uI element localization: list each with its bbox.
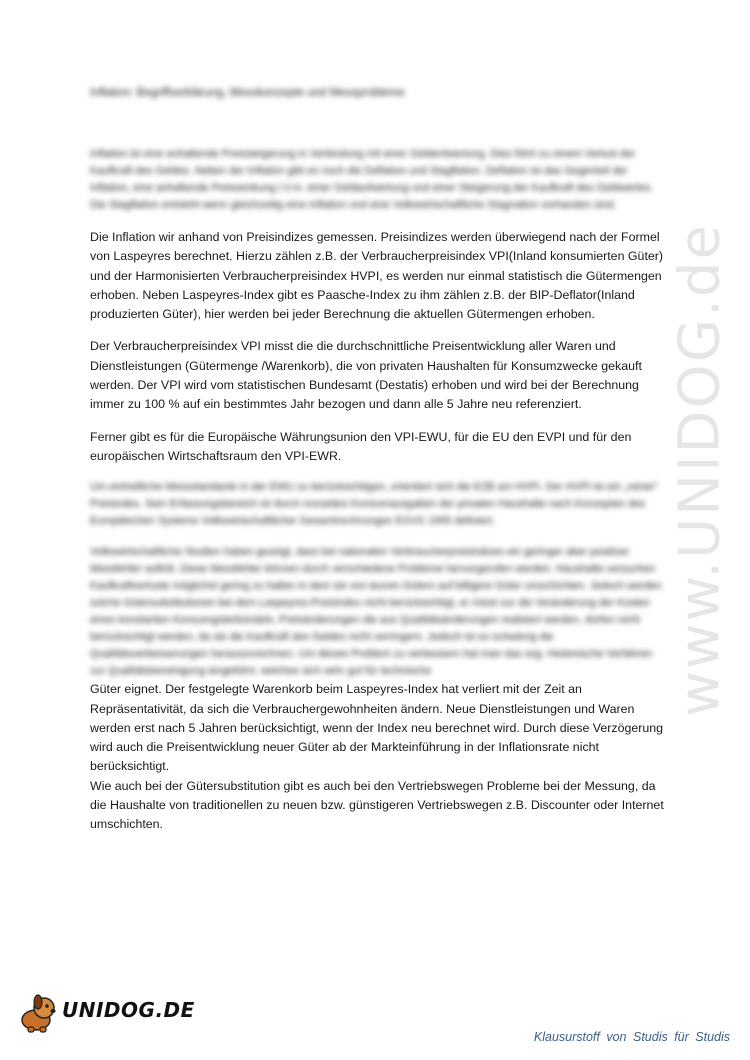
paragraph-european-indices: Ferner gibt es für die Europäische Währungsunion den VPI-EWU, für die EU den EVPI und für den europäischen Wirtschaftsraum den VPI-EWR. <box>90 429 632 463</box>
paragraph-distribution-channels: Wie auch bei der Gütersubstitution gibt es auch bei den Vertriebswegen Probleme bei der Messung, da die Haushalte von traditionellen zu neuen bzw. günstigeren Vertriebswegen z.B. Discounter oder Internet umschichten. <box>90 778 664 832</box>
paragraph-hvpi: Um einheitliche Messstandards in der EWU zu berücksichtigen, orientiert sich die EZB am HVPI. Der HVPI ist ein „reiner“ Preisindex. Sein Erfassungsbereich ist durch monetäre Konsumausgaben der privaten Haushalte nach Konzepten des Europäischen Systems Volkswirtschaftlicher Gesamtrechnungen ESVG 1995 definiert. <box>90 481 659 528</box>
paragraph-basket-representativity: Güter eignet. Der festgelegte Warenkorb beim Laspeyres-Index hat verliert mit der Zeit an Repräsentativität, da sich die Verbrauchergewohnheiten ändern. Neue Dienstleistungen und Waren werden erst nach 5 Jahren berücksichtigt, wenn der Index neu berechnet wird. Durch diese Verzögerung wird auch die Preisentwicklung neuer Güter ab der Markteinführung in der Inflationsrate nicht berücksichtigt. <box>90 682 664 774</box>
watermark: www.UNIDOG.de <box>667 223 733 717</box>
logo-text: UNIDOG.DE <box>62 998 195 1022</box>
unidog-logo <box>14 990 194 1034</box>
dog-mascot-icon <box>14 990 62 1034</box>
document-title: Inflation: Begriffserklärung, Messkonzepte und Messprobleme <box>90 87 405 99</box>
paragraph-vpi: Der Verbraucherpreisindex VPI misst die die durchschnittliche Preisentwicklung aller Waren und Dienstleistungen (Gütermenge /Warenkorb), die von privaten Haushalten für Konsumzwecke gekauft werden. Der VPI wird vom statistischen Bundesamt (Destatis) erhoben und wird bei der Berechnung immer zu 100 % auf ein bestimmtes Jahr bezogen und dann alle 5 Jahre neu referenziert. <box>90 339 642 412</box>
footer-tagline: Klausurstoff von Studis für Studis <box>533 1030 730 1044</box>
paragraph-measurement-errors: Volkswirtschaftliche Studien haben gezeigt, dass bei nationalen Verbraucherpreisindizes ein geringer aber positiver Messfehler auftritt. Diese Messfehler können durch verschiedene Probleme hervorgerufen werden. Haushalte versuchen Kaufkraftverluste möglichst gering zu halten in dem sie von teuren Gütern auf billigere Güter umschichten. Jedoch werden solche Gütersubstitutionen bei dem Laspeyres-Preisindex nicht berücksichtigt, er misst nur die Veränderung der Kosten eines konstanten Konsumgüterbündels. Preisänderungen die aus Qualitätsänderungen realisiert werden, dürfen nicht berücksichtigt werden, da sie die Kaufkraft des Geldes nicht verringern. Jedoch ist es schwierig die Qualitätsverbesserungen herauszurechnen. Um dieses Problem zu verbessern hat man das sog. Hedonische Verfahren zur Qualitätsbereinigung eingeführt, welches sich sehr gut für technische <box>90 546 662 678</box>
paragraph-price-indices: Die Inflation wir anhand von Preisindizes gemessen. Preisindizes werden überwiegend nach der Formel von Laspeyres berechnet. Hierzu zählen z.B. der Verbraucherpreisindex VPI(Inland konsumierten Güter) und der Harmonisierten Verbraucherpreisindex HVPI, es werden nur einmal statistisch die Gütermengen erhoben. Neben Laspeyres-Index gibt es Paasche-Index zu ihm zählen z.B. der BIP-Deflator(Inland produzierten Güter), hier werden bei jeder Berechnung die aktuellen Gütermengen erhoben. <box>90 230 664 322</box>
document-body <box>90 84 670 848</box>
paragraph-definition: Inflation ist eine anhaltende Preissteigerung in Verbindung mit einer Geldentwertung. Dies führt zu einem Verlust der Kaufkraft des Geldes. Neben der Inflation gibt es noch die Deflation und Stagflation. Deflation ist das Gegenteil der Inflation, eine anhaltende Preissenkung i.V.m. einer Geldaufwertung und einer Steigerung der Kaufkraft des Geldwertes. Die Stagflation entsteht wenn gleichzeitig eine Inflation und eine Volkswirtschaftliche Stagnation vorhanden sind. <box>90 148 654 211</box>
